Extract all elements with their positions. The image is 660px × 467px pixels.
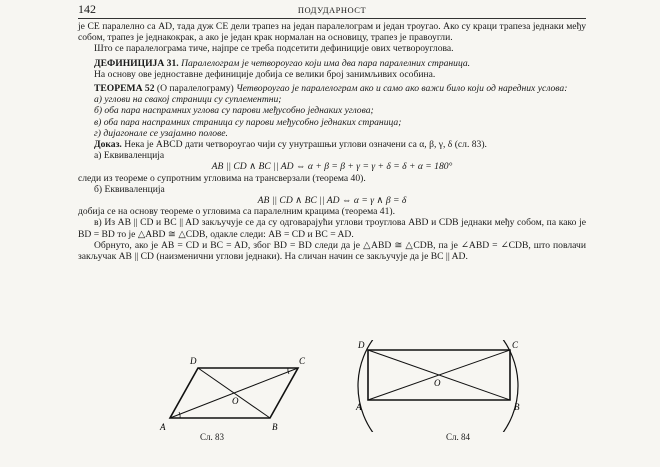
condition-g: г) дијагонале се узајамно полове. (94, 127, 228, 139)
after-formula-a: следи из теореме о супротним угловима на трансверзали (теорема 40). (78, 172, 366, 184)
theorem-title: (О паралелограму) (156, 83, 234, 95)
label-c: C (512, 340, 519, 350)
theorem-52 (78, 83, 586, 94)
formula-b: AB || CD ∧ BC || AD ⇔ α = γ ∧ β = δ (257, 195, 407, 207)
figures (78, 340, 586, 465)
figure-84 (346, 340, 536, 432)
theorem-text: Четвороугао је паралелограм ако и само ако важи било који од наредних услова: (236, 83, 568, 95)
running-title: ПОДУДАРНОСТ (297, 5, 367, 15)
label-c: C (299, 356, 306, 366)
definition-text: Паралелограм је четвороугао који има два пара паралелних страница. (181, 57, 471, 69)
label-b: B (514, 402, 520, 412)
after-formula-b: добија се на основу теореме о угловима са паралелним крацима (теорема 41). (78, 206, 395, 218)
proof (78, 139, 586, 150)
converse: Обрнуто, ако је AB = CD и BC = AD, због BD = BD следи да је △ABD ≅ △CDB, па је ∠ABD = ∠CDB, што повлачи закључак AB || CD (наизменични углови једнаки). На сличан начин се закључује да је BC || AD. (78, 239, 586, 263)
page-body (78, 21, 586, 262)
label-o: O (232, 396, 239, 406)
proof-text: Нека је ABCD дати четвороугао чији су унутрашњи углови означени са α, β, γ, δ (сл. 83). (124, 139, 487, 151)
paragraph-properties: На основу ове једноставне дефиниције добија се велики број занимљивих особина. (94, 68, 436, 80)
label-o: O (434, 378, 441, 388)
part-v: в) Из AB || CD и BC || AD закључује се да су одговарајући углови троуглова ABD и CDB једнаки међу собом, па како је BD = BD то је △ABD ≅ △CDB, одакле следи: AB = CD и BC = AD. (78, 217, 586, 240)
condition-a: а) углови на свакој страници су суплементни; (94, 94, 282, 106)
label-b: B (272, 422, 278, 432)
formula-a: AB || CD ∧ BC || AD ⇔ α + β = β + γ = γ + δ = δ + α = 180° (211, 161, 453, 173)
caption-fig-84: Сл. 84 (446, 432, 470, 442)
condition-b: б) оба пара наспрамних углова су парови међусобно једнаких углова; (94, 105, 374, 117)
equivalence-a-label: а) Еквиваленција (94, 150, 165, 162)
caption-fig-83: Сл. 83 (200, 432, 224, 442)
proof-label: Доказ. (94, 139, 122, 151)
diagonal-bd (198, 368, 270, 418)
label-a: A (356, 402, 362, 412)
label-d: D (358, 340, 365, 350)
label-d: D (190, 356, 197, 366)
paragraph-trapezoid: је CE паралелно са AD, тада дуж CE дели трапез на један паралелограм и један троугао. Ако су краци трапеза једнаки међу собом, трапез је једнакокрак, а ако је један крак нормалан на основицу, трапез је правоугли. (78, 21, 586, 44)
definition-label: ДЕФИНИЦИЈА 31. (94, 57, 179, 69)
label-a: A (160, 422, 166, 432)
definition-31 (78, 58, 586, 69)
theorem-label: ТЕОРЕМА 52 (94, 83, 155, 95)
page-header (78, 2, 586, 19)
figure-83 (158, 354, 308, 434)
equivalence-b-label: б) Еквиваленција (94, 183, 165, 195)
condition-v: в) оба пара наспрамних страница су парови међусобно једнаких страница; (94, 116, 402, 128)
paragraph-parallelogram-intro: Што се паралелограма тиче, најпре се треба подсетити дефиниције ових четвороуглова. (94, 43, 454, 55)
page-number: 142 (78, 2, 96, 16)
